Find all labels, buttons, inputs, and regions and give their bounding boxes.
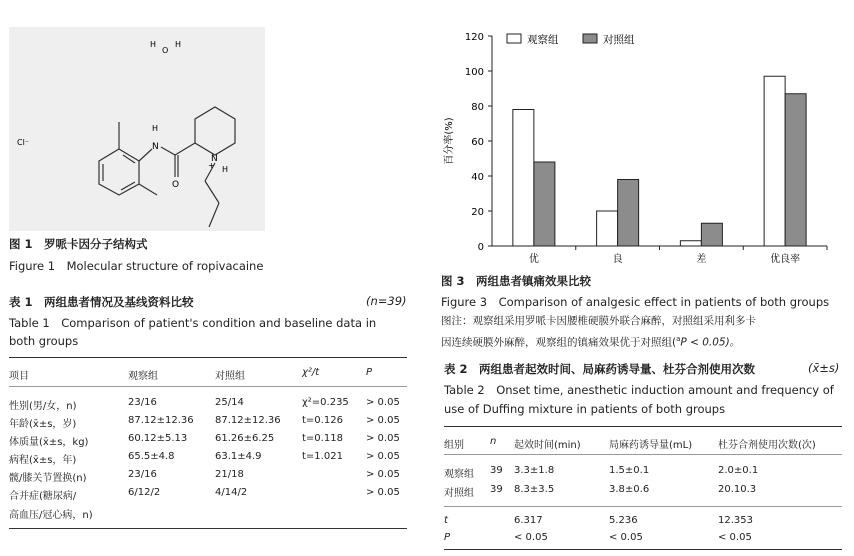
table1-cell-2-4: > 0.05 — [366, 433, 400, 444]
table2-stat-1-4: < 0.05 — [718, 532, 752, 543]
table1-n-label: (n=39) — [366, 294, 407, 308]
bar-3-1 — [785, 94, 806, 246]
table2-cell-1-4: 20.10.3 — [718, 484, 757, 495]
x-tick-label-2: 差 — [696, 254, 707, 265]
ring-h-label: H — [222, 165, 229, 174]
table1-cell-4-1: 23/16 — [128, 469, 157, 480]
chloride-label: Cl⁻ — [17, 138, 30, 147]
water-h1: H — [150, 40, 157, 49]
table2-cell-1-3: 3.8±0.6 — [609, 484, 650, 495]
bar-0-1 — [534, 162, 555, 246]
x-tick-label-3: 优良率 — [770, 254, 801, 265]
water-o: O — [162, 46, 169, 55]
table2-header-3: 局麻药诱导量(mL) — [609, 440, 693, 451]
table1-cell-3-1: 65.5±4.8 — [128, 451, 175, 462]
y-tick-label-0: 0 — [477, 242, 484, 253]
table1-cell-3-4: > 0.05 — [366, 451, 400, 462]
table2-stat-0-2: 6.317 — [514, 515, 543, 526]
figure3-caption-en: Figure 3 Comparison of analgesic effect in patients of both groups — [441, 295, 830, 309]
table2-header-rule — [444, 454, 842, 455]
table1-cell-2-0: 体质量(x̄±s，kg) — [9, 437, 89, 448]
legend-label-0: 观察组 — [527, 34, 559, 46]
water-h2: H — [175, 40, 182, 49]
table1-cell-2-3: t=0.118 — [302, 433, 343, 444]
table2-stat-0-0: t — [444, 515, 448, 526]
y-tick-label-4: 80 — [471, 102, 484, 113]
table2-caption-en-line2: use of Duffing mixture in patients of both groups — [444, 402, 726, 416]
table2-stat-0-4: 12.353 — [718, 515, 753, 526]
bar-3-0 — [764, 76, 785, 246]
table1-header-rule — [9, 386, 407, 387]
table1-cell-1-2: 87.12±12.36 — [215, 415, 281, 426]
table2-stat-rule — [444, 506, 842, 507]
y-tick-label-1: 20 — [471, 207, 484, 218]
analgesic-effect-chart — [440, 22, 840, 272]
figure3-note-end: P < 0.05)。 — [680, 336, 741, 349]
table2-header-0: 组别 — [444, 440, 464, 451]
figure1-caption-en: Figure 1 Molecular structure of ropivacaine — [9, 259, 264, 273]
table1-cell-5-2: 4/14/2 — [215, 487, 248, 498]
amide-h-label: H — [152, 124, 159, 133]
table1-cell-1-0: 年龄(x̄±s，岁) — [9, 419, 77, 430]
table1-caption-en-line1: Table 1 Comparison of patient's condition and baseline data in — [9, 316, 377, 330]
table1-cell-4-0: 髋/膝关节置换(n) — [9, 473, 87, 484]
table2-caption-zh: 表 2 两组患者起效时间、局麻药诱导量、杜芬合剂使用次数 — [444, 362, 756, 376]
ropivacaine-structure-figure — [9, 27, 265, 231]
table1-cell-0-1: 23/16 — [128, 397, 157, 408]
table1-cell-4-4: > 0.05 — [366, 469, 400, 480]
figure3-note-line2 — [441, 331, 740, 352]
table1-cell-5-1: 6/12/2 — [128, 487, 161, 498]
bar-0-0 — [513, 110, 534, 247]
table1-header-0: 项目 — [9, 371, 29, 382]
table1-cell-1-4: > 0.05 — [366, 415, 400, 426]
table1-cell-3-3: t=1.021 — [302, 451, 343, 462]
table1-cell-5-0: 合并症(糖尿病/ — [9, 491, 77, 502]
table2-cell-0-4: 2.0±0.1 — [718, 465, 759, 476]
table1-header-3: χ²/t — [302, 367, 320, 378]
table2-top-rule — [444, 426, 842, 427]
table1-cell-6-0: 高血压/冠心病，n) — [9, 510, 93, 521]
figure3-caption-zh: 图 3 两组患者镇痛效果比较 — [441, 274, 592, 288]
table1-bottom-rule — [9, 528, 407, 529]
table2-stat-1-3: < 0.05 — [609, 532, 643, 543]
legend-label-1: 对照组 — [603, 34, 635, 46]
table1-cell-3-0: 病程(x̄±s，年) — [9, 455, 77, 466]
table2-header-1: n — [490, 436, 497, 447]
table2-header-4: 杜芬合剂使用次数(次) — [718, 440, 816, 451]
table2-stat-0-3: 5.236 — [609, 515, 638, 526]
table2-cell-0-3: 1.5±0.1 — [609, 465, 650, 476]
table2-cell-0-2: 3.3±1.8 — [514, 465, 555, 476]
y-tick-label-5: 100 — [464, 67, 484, 78]
y-tick-label-6: 120 — [464, 32, 484, 43]
table1-cell-2-1: 60.12±5.13 — [128, 433, 188, 444]
bar-2-0 — [680, 241, 701, 246]
table1-cell-5-4: > 0.05 — [366, 487, 400, 498]
table1-header-4: P — [366, 367, 373, 378]
table2-bottom-rule — [444, 549, 842, 550]
ring-plus-label: + — [208, 161, 215, 170]
bar-2-1 — [701, 223, 722, 246]
table2-cell-0-0: 观察组 — [444, 469, 474, 480]
y-axis-label: 百分率(%) — [444, 117, 455, 165]
table2-cell-1-1: 39 — [490, 484, 503, 495]
x-tick-label-1: 良 — [612, 254, 623, 265]
figure3-note-line1: 图注：观察组采用罗哌卡因腰椎硬膜外联合麻醉，对照组采用利多卡 — [441, 315, 756, 327]
table1-cell-0-2: 25/14 — [215, 397, 244, 408]
bar-1-1 — [618, 180, 639, 247]
table1-cell-4-2: 21/18 — [215, 469, 244, 480]
table2-header-2: 起效时间(min) — [514, 440, 581, 451]
y-tick-label-3: 60 — [471, 137, 484, 148]
table1-caption-zh: 表 1 两组患者情况及基线资料比较 — [9, 295, 194, 309]
table2-stat-1-0: P — [444, 532, 451, 543]
carbonyl-o-label: O — [172, 180, 180, 190]
table2-caption-en-line1: Table 2 Onset time, anesthetic induction amount and frequency of — [444, 383, 834, 397]
table1-cell-1-1: 87.12±12.36 — [128, 415, 194, 426]
ropivacaine-structure-drawing — [9, 27, 265, 231]
table2-stat-1-2: < 0.05 — [514, 532, 548, 543]
table1-header-2: 对照组 — [215, 371, 245, 382]
x-tick-label-0: 优 — [528, 254, 539, 265]
table1-cell-2-2: 61.26±6.25 — [215, 433, 275, 444]
legend-swatch-0 — [507, 34, 521, 43]
table2-cell-1-2: 8.3±3.5 — [514, 484, 555, 495]
amide-n-label: N — [152, 142, 159, 152]
table1-header-1: 观察组 — [128, 371, 158, 382]
table1-cell-0-0: 性别(男/女，n) — [9, 401, 77, 412]
table2-cell-0-1: 39 — [490, 465, 503, 476]
table2-cell-1-0: 对照组 — [444, 488, 474, 499]
table1-cell-0-3: χ²=0.235 — [302, 397, 349, 408]
figure3-note-line2-text: 因连续硬膜外麻醉，观察组的镇痛效果优于对照组( — [441, 336, 677, 349]
table1-cell-3-2: 63.1±4.9 — [215, 451, 262, 462]
table1-cell-1-3: t=0.126 — [302, 415, 343, 426]
ring-n-label: N — [211, 154, 218, 164]
bar-1-0 — [597, 211, 618, 246]
table1-top-rule — [9, 357, 407, 358]
figure1-caption-zh: 图 1 罗哌卡因分子结构式 — [9, 237, 148, 251]
figure3-note-sup: a — [676, 335, 681, 343]
table1-cell-0-4: > 0.05 — [366, 397, 400, 408]
legend-swatch-1 — [583, 34, 597, 43]
y-tick-label-2: 40 — [471, 172, 484, 183]
table1-caption-en-line2: both groups — [9, 334, 79, 348]
table2-caption-stat: (x̄±s) — [808, 361, 840, 375]
